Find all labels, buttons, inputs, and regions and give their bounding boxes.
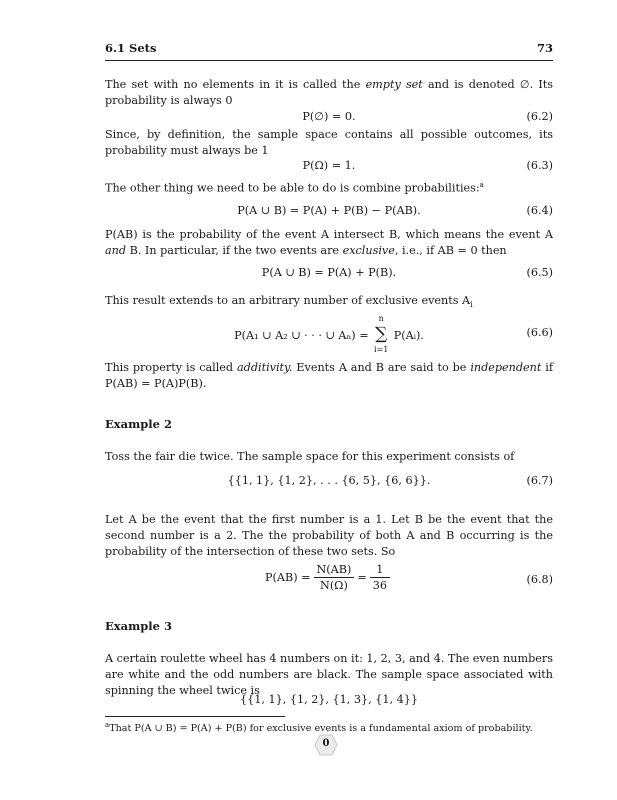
text: Events A and B are said to be — [292, 361, 471, 374]
equation-6-4 — [105, 204, 553, 222]
text: if P(AB) = P(A)P(B). — [105, 361, 554, 390]
term-independent: independent — [470, 361, 542, 374]
equation-number: (6.2) — [526, 110, 553, 123]
paragraph-extends — [105, 293, 553, 313]
fraction-1-over-36 — [370, 562, 390, 594]
paragraph-let-a: Let A be the event that the first number is a 1. Let B be the event that the second number is a 2. The the probability of both A and B occurring is the probability of the intersection of these two sets. So — [105, 513, 553, 558]
equation-number: (6.8) — [526, 573, 553, 586]
equation-number: (6.4) — [526, 204, 553, 217]
term-exclusive: exclusive — [342, 244, 395, 257]
page-badge — [314, 734, 338, 756]
fraction-n-ab-over-n-omega — [314, 562, 355, 594]
text: This property is called — [105, 361, 238, 374]
sum-upper-limit: n — [378, 314, 384, 323]
footnote-marker: a — [479, 181, 484, 189]
term-empty-set: empty set — [365, 78, 423, 91]
text: B. In particular, if the two events are — [126, 244, 343, 257]
equation-body: {{1, 1}, {1, 2}, {1, 3}, {1, 4}} — [240, 693, 418, 706]
equation-body: {{1, 1}, {1, 2}, . . . {6, 5}, {6, 6}}. — [227, 474, 431, 487]
footnote-rule — [105, 716, 285, 717]
paragraph-empty-set — [105, 77, 553, 109]
footnote-marker: a — [105, 721, 110, 729]
equation-number: (6.3) — [526, 159, 553, 172]
sum-lower-limit: i=1 — [373, 345, 389, 354]
equation-lhs: P(A₁ ∪ A₂ ∪ · · · ∪ Aₙ) = — [234, 329, 373, 342]
equation-number: (6.5) — [526, 266, 553, 279]
badge-number: 0 — [322, 738, 330, 749]
equation-6-5 — [105, 266, 553, 284]
equation-body: P(A ∪ B) = P(A) + P(B). — [261, 266, 397, 279]
equation-body: P(∅) = 0. — [302, 110, 356, 123]
example-2-heading: Example 2 — [105, 417, 172, 431]
subscript: i — [470, 300, 473, 310]
equation-body: P(A ∪ B) = P(A) + P(B) − P(AB). — [237, 204, 421, 217]
equals-sign: = — [357, 571, 367, 584]
running-header — [105, 41, 553, 57]
footnote — [105, 721, 533, 734]
text: and is denoted ∅. Its probability is always 0 — [105, 78, 553, 107]
sigma-symbol: ∑ — [375, 324, 388, 344]
summation — [372, 314, 390, 354]
text: The set with no elements in it is called the — [105, 78, 366, 91]
paragraph-additivity — [105, 360, 553, 392]
equation-body — [105, 314, 553, 354]
equation-6-3 — [105, 159, 553, 177]
example-3-heading: Example 3 — [105, 619, 172, 633]
numerator: 1 — [370, 562, 390, 578]
text: The other thing we need to be able to do is combine probabilities: — [105, 181, 480, 195]
equation-6-7 — [105, 474, 553, 492]
equation-roulette-sample-space — [105, 693, 553, 711]
denominator: N(Ω) — [320, 579, 348, 592]
numerator: N(AB) — [314, 562, 355, 578]
paragraph-intersect — [105, 227, 553, 259]
equation-lhs: P(AB) = — [265, 571, 311, 584]
equation-6-6 — [105, 314, 553, 354]
paragraph-sample-space: Since, by definition, the sample space contains all possible outcomes, its probability must always be 1 — [105, 128, 553, 157]
equation-body — [105, 562, 553, 594]
equation-rhs: P(Aᵢ). — [393, 329, 424, 342]
header-rule — [105, 60, 553, 61]
term-additivity: additivity. — [237, 361, 293, 374]
equation-6-2 — [105, 110, 553, 128]
paragraph-toss: Toss the fair die twice. The sample space for this experiment consists of — [105, 450, 515, 463]
equation-body: P(Ω) = 1. — [302, 159, 356, 172]
section-title: 6.1 Sets — [105, 41, 157, 55]
paragraph-roulette: A certain roulette wheel has 4 numbers on it: 1, 2, 3, and 4. The even numbers are white and the odd numbers are black. The sample space associated with spinning the wheel twice is — [105, 652, 553, 697]
equation-number: (6.6) — [526, 326, 553, 339]
term-and: and — [105, 244, 127, 257]
page-number: 73 — [536, 41, 553, 55]
paragraph-combine — [105, 177, 553, 197]
text: P(AB) is the probability of the event A intersect B, which means the event A — [105, 228, 553, 241]
equation-number: (6.7) — [526, 474, 553, 487]
text: This result extends to an arbitrary number of exclusive events A — [105, 294, 471, 307]
denominator: 36 — [372, 579, 387, 592]
footnote-text: That P(A ∪ B) = P(A) + P(B) for exclusive events is a fundamental axiom of probability. — [109, 723, 533, 735]
text: , i.e., if AB = 0 then — [394, 244, 507, 257]
equation-6-8 — [105, 562, 553, 598]
